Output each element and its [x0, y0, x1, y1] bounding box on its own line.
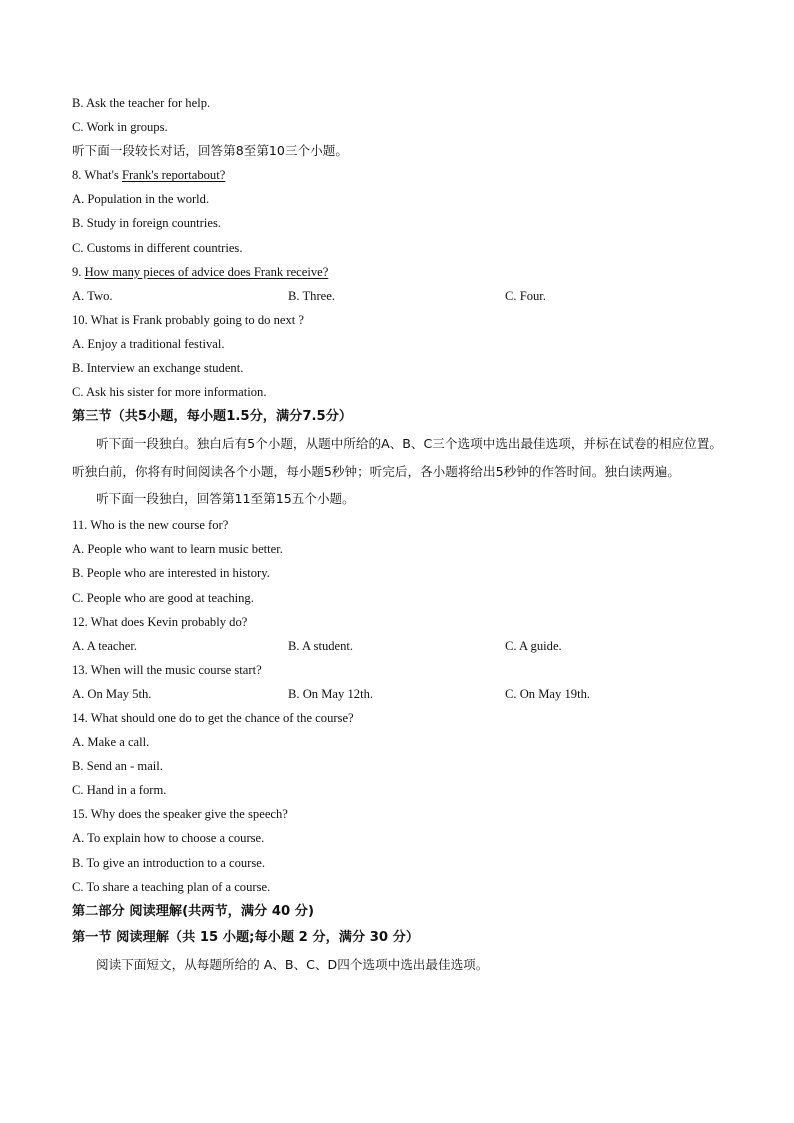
q9-options — [72, 284, 724, 308]
instruction-q8-10: 听下面一段较长对话，回答第8至第10三个小题。 — [72, 143, 348, 159]
q15-option-c: C. To share a teaching plan of a course. — [72, 879, 271, 894]
q12-option-c: C. A guide. — [505, 638, 562, 653]
question-11: 11. Who is the new course for? — [72, 518, 229, 533]
question-9-text: How many pieces of advice does Frank receive? — [84, 264, 329, 279]
part-2-title: 第二部分 阅读理解(共两节，满分 40 分) — [72, 903, 314, 919]
question-10: 10. What is Frank probably going to do next ? — [72, 312, 305, 327]
q11-option-a: A. People who want to learn music better. — [72, 542, 283, 557]
q13-options — [72, 682, 724, 706]
q14-option-a: A. Make a call. — [72, 735, 150, 750]
question-9-prefix: 9. — [72, 264, 85, 279]
exam-page — [72, 91, 724, 979]
part-2-section-1-title: 第一节 阅读理解（共 15 小题;每小题 2 分，满分 30 分） — [72, 929, 420, 945]
q9-option-b: B. Three. — [288, 288, 335, 303]
section-3-title: 第三节（共5小题，每小题1.5分，满分7.5分） — [72, 409, 353, 425]
q13-option-b: B. On May 12th. — [288, 686, 374, 701]
q14-option-c: C. Hand in a form. — [72, 783, 167, 798]
q8-option-b: B. Study in foreign countries. — [72, 216, 222, 231]
q14-option-b: B. Send an - mail. — [72, 759, 163, 774]
question-14: 14. What should one do to get the chance of the course? — [72, 710, 354, 725]
question-8-prefix: 8. What's — [72, 168, 122, 183]
q12-option-a: A. A teacher. — [72, 638, 138, 653]
q12-options — [72, 634, 724, 658]
q10-option-a: A. Enjoy a traditional festival. — [72, 336, 225, 351]
question-8-text: Frank's reportabout? — [121, 168, 226, 183]
question-12: 12. What does Kevin probably do? — [72, 614, 248, 629]
q15-option-a: A. To explain how to choose a course. — [72, 831, 265, 846]
q8-option-a: A. Population in the world. — [72, 192, 210, 207]
question-15: 15. Why does the speaker give the speech? — [72, 807, 288, 822]
q7-option-c: C. Work in groups. — [72, 120, 168, 135]
q9-option-a: A. Two. — [72, 288, 113, 303]
section-3-instructions: 听下面一段独白。独白后有5个小题，从题中所给的A、B、C三个选项中选出最佳选项，并标在试卷的相应位置。听独白前，你将有时间阅读各个小题，每小题5秒钟；听完后，各小题将给出5秒钟的作答时间。独白读两遍。 — [72, 436, 722, 479]
q12-option-b: B. A student. — [288, 638, 354, 653]
q9-option-c: C. Four. — [505, 288, 546, 303]
instruction-q11-15: 听下面一段独白，回答第11至第15五个小题。 — [96, 491, 355, 507]
q10-option-b: B. Interview an exchange student. — [72, 361, 244, 376]
q11-option-c: C. People who are good at teaching. — [72, 590, 254, 605]
q10-option-c: C. Ask his sister for more information. — [72, 385, 267, 400]
q15-option-b: B. To give an introduction to a course. — [72, 855, 266, 870]
question-9 — [72, 260, 724, 284]
question-13: 13. When will the music course start? — [72, 662, 262, 677]
q7-option-b: B. Ask the teacher for help. — [72, 96, 211, 110]
q11-option-b: B. People who are interested in history. — [72, 566, 270, 581]
q13-option-c: C. On May 19th. — [505, 686, 591, 701]
q8-option-c: C. Customs in different countries. — [72, 240, 243, 255]
q13-option-a: A. On May 5th. — [72, 686, 152, 701]
part-2-instructions: 阅读下面短文，从每题所给的 A、B、C、D四个选项中选出最佳选项。 — [96, 956, 489, 972]
question-8 — [72, 163, 724, 187]
